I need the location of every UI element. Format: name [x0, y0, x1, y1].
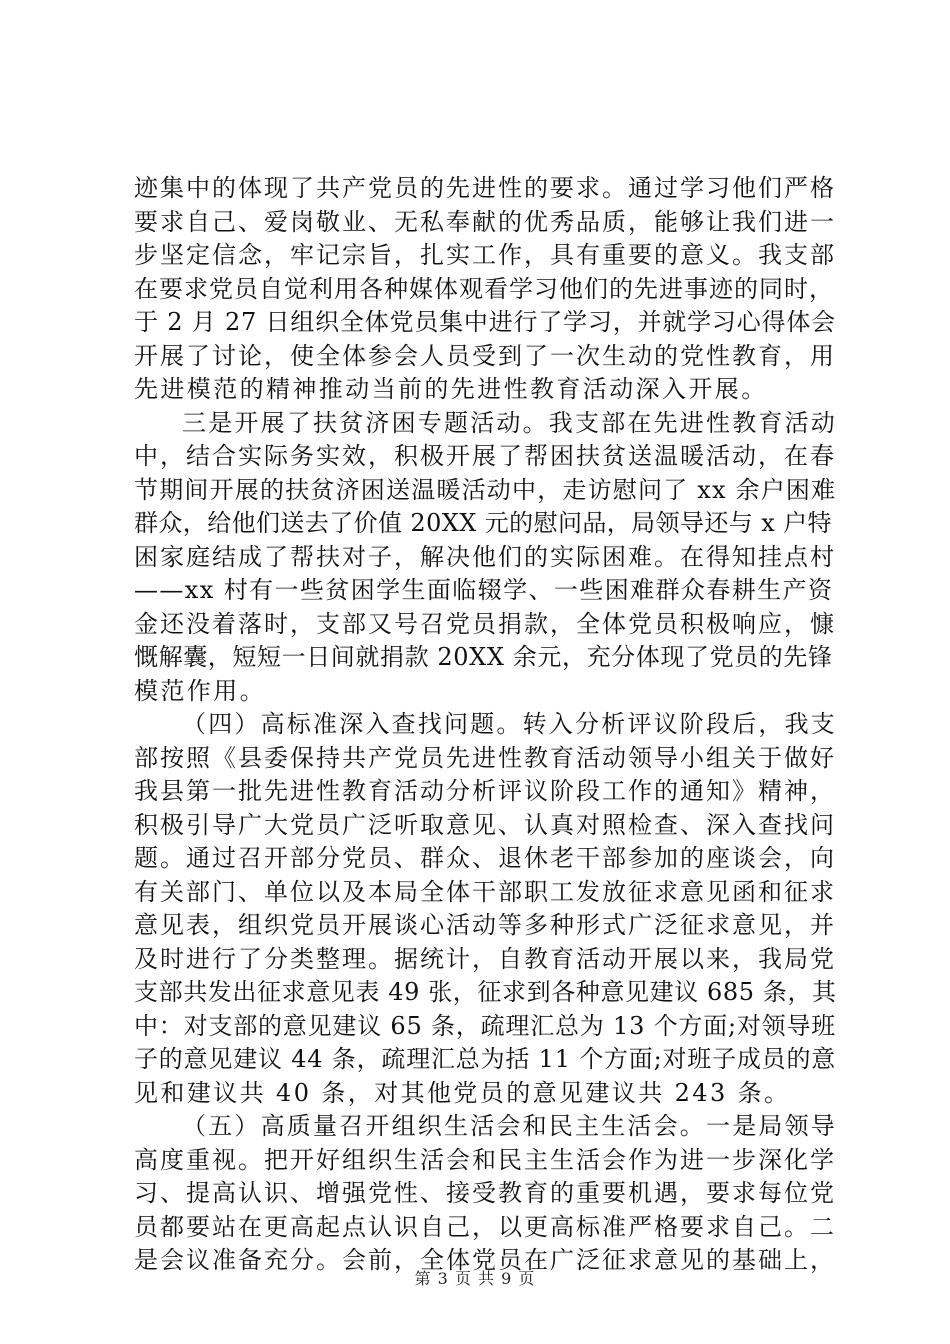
text-line: 员都要站在更高起点认识自己，以更高标准严格要求自己。二: [134, 1212, 836, 1241]
text-line: 及时进行了分类整理。据统计，自教育活动开展以来，我局党: [134, 944, 836, 973]
text-line: 要求自己、爱岗敬业、无私奉献的优秀品质，能够让我们进一: [134, 207, 836, 236]
text-line: （五）高质量召开组织生活会和民主生活会。一是局领导: [182, 1112, 837, 1140]
text-line: 金还没着落时，支部又号召党员捐款，全体党员积极响应，慷: [134, 609, 836, 638]
text-line: 支部共发出征求意见表 49 张，征求到各种意见建议 685 条，其: [134, 978, 837, 1006]
text-line: 步坚定信念，牢记宗旨，扎实工作，具有重要的意义。我支部: [134, 241, 836, 269]
text-line: 先进模范的精神推动当前的先进性教育活动深入开展。: [134, 375, 768, 403]
text-line: 子的意见建议 44 条，疏理汇总为括 11 个方面;对班子成员的意: [134, 1045, 837, 1073]
text-line: 中，结合实际务实效，积极开展了帮困扶贫送温暖活动，在春: [134, 442, 836, 470]
text-line: 困家庭结成了帮扶对子，解决他们的实际困难。在得知挂点村: [134, 542, 836, 571]
text-line: 节期间开展的扶贫济困送温暖活动中，走访慰问了 xx 余户困难: [134, 475, 837, 504]
document-body: [134, 172, 838, 1278]
text-line: 三是开展了扶贫济困专题活动。我支部在先进性教育活动: [182, 408, 837, 437]
text-line: 模范作用。: [134, 676, 266, 705]
text-line: 迹集中的体现了共产党员的先进性的要求。通过学习他们严格: [134, 174, 836, 202]
text-line: 开展了讨论，使全体参会人员受到了一次生动的党性教育，用: [134, 341, 836, 370]
text-line: 是会议准备充分。会前，全体党员在广泛征求意见的基础上，: [134, 1246, 836, 1274]
text-line: 在要求党员自觉利用各种媒体观看学习他们的先进事迹的同时，: [134, 274, 834, 303]
text-line: 我县第一批先进性教育活动分析评议阶段工作的通知》精神，: [134, 777, 836, 805]
text-line: 群众，给他们送去了价值 20XX 元的慰问品，局领导还与 x 户特: [134, 509, 832, 537]
text-line: 意见表，组织党员开展谈心活动等多种形式广泛征求意见，并: [134, 911, 836, 939]
text-line: （四）高标准深入查找问题。转入分析评议阶段后，我支: [182, 710, 837, 738]
text-line: 习、提高认识、增强党性、接受教育的重要机遇，要求每位党: [134, 1179, 836, 1207]
text-line: 积极引导广大党员广泛听取意见、认真对照检查、深入查找问: [134, 810, 836, 839]
text-line: 题。通过召开部分党员、群众、退休老干部参加的座谈会，向: [134, 844, 836, 872]
text-line: 慨解囊，短短一日间就捐款 20XX 余元，充分体现了党员的先锋: [134, 643, 833, 671]
text-line: 部按照《县委保持共产党员先进性教育活动领导小组关于做好: [134, 743, 836, 772]
text-line: 有关部门、单位以及本局全体干部职工发放征求意见函和征求: [134, 877, 836, 906]
text-line: 见和建议共 40 条，对其他党员的意见建议共 243 条。: [134, 1078, 791, 1107]
page-footer: 第 3 页 共 9 页: [414, 1269, 536, 1288]
text-line: 高度重视。把开好组织生活会和民主生活会作为进一步深化学: [134, 1145, 836, 1174]
text-line: 于 2 月 27 日组织全体党员集中进行了学习，并就学习心得体会: [134, 308, 836, 336]
text-line: 中：对支部的意见建议 65 条，疏理汇总为 13 个方面;对领导班: [134, 1011, 837, 1040]
text-line: ——xx 村有一些贫困学生面临辍学、一些困难群众春耕生产资: [134, 576, 834, 604]
